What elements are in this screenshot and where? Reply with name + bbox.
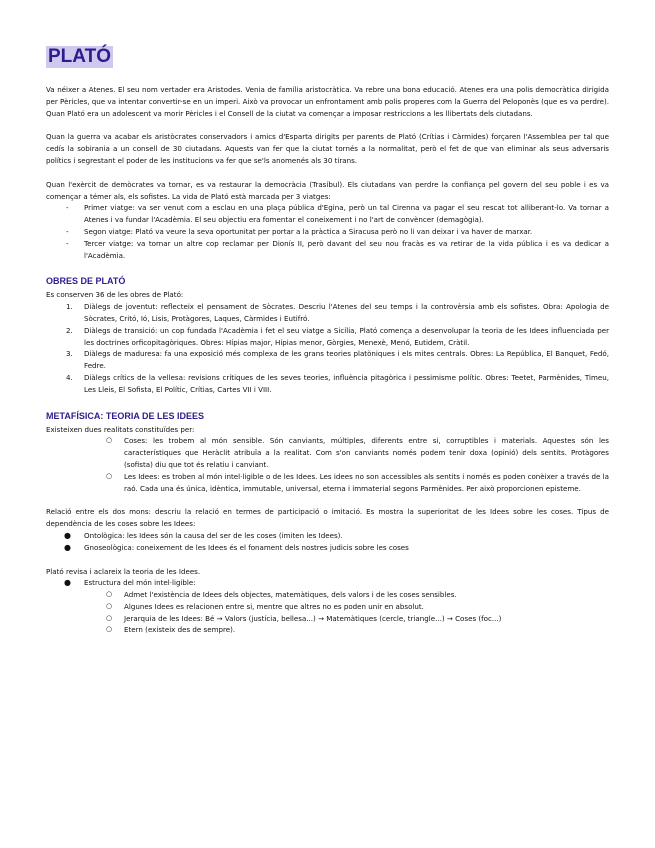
dash-bullet-icon: - xyxy=(66,238,69,248)
dot-bullet-icon: ● xyxy=(64,542,71,552)
dot-bullet-icon: ● xyxy=(64,530,71,540)
list-item: ○ Jerarquia de les Idees: Bé → Valors (justícia, bellesa...) → Matemàtiques (cercle, triangle...) → Coses (foc...) xyxy=(106,613,502,623)
circle-bullet-icon: ○ xyxy=(106,436,113,445)
list-item: ● Ontològica: les Idees són la causa del ser de les coses (imiten les Idees). xyxy=(64,530,343,540)
works-list xyxy=(46,301,609,395)
dash-bullet-icon: - xyxy=(66,226,69,236)
heading-metaphysics: METAFÍSICA: TEORIA DE LES IDEES xyxy=(46,410,205,421)
list-item: ● Gnoseològica: coneixement de les Idees és el fonament dels nostres judicis sobre les coses xyxy=(64,542,409,552)
paragraph-democracy: Quan l'exèrcit de demòcrates va tornar, es va restaurar la democràcia (Trasíbul). Els ciutadans van perdre la confiança pel govern del seu poble i es va començar a témer als, els sofistes. La vida de Plató està marcada per 3 viatges: xyxy=(46,179,609,201)
list-item: ○ Algunes Idees es relacionen entre si, mentre que altres no es poden unir en absolut. xyxy=(106,601,424,611)
dash-bullet-icon: - xyxy=(66,203,69,213)
list-item: 4. Diàlegs crítics de la vellesa: revisions crítiques de les seves teories, influència pitagòrica i pessimisme polític. Obres: Teetet, Parmènides, Timeu, Les Lleis, El Sofista, El Polític, Crítias, Cartes VII i VIII. xyxy=(66,372,609,394)
list-number: 3. xyxy=(66,349,73,359)
structure-sublist xyxy=(46,589,609,636)
list-item: ● Estructura del món intel·ligible: xyxy=(64,578,196,588)
paragraph-biography: Va néixer a Atenes. El seu nom vertader era Aristodes. Venia de família aristocràtica. Va rebre una bona educació. Atenes era una polis democràtica dirigida per Pèricles, que va intentar convertir-se en un imperi. Això va provocar un enfrontament amb polis properes com la Guerra del Peloponès (que es va perdre). Quan Plató era un adolescent va morir Pèricles i el Consell de la ciutat va començar a imposar restriccions a les llibertats dels ciutadans. xyxy=(46,85,609,118)
circle-bullet-icon: ○ xyxy=(106,471,113,480)
circle-bullet-icon: ○ xyxy=(106,590,113,599)
works-intro: Es conserven 36 de les obres de Plató: xyxy=(46,290,184,300)
paragraph-relation: Relació entre els dos mons: descriu la relació en termes de participació o imitació. Es mostra la superioritat de les Idees sobre les coses. Tipus de dependència de les coses sobre les Idees: xyxy=(46,507,609,529)
metaphysics-intro: Existeixen dues realitats constituïdes per: xyxy=(46,424,195,434)
list-item: 2. Diàlegs de transició: un cop fundada l'Acadèmia i fet el seu viatge a Sicília, Plató comença a desenvolupar la teoria de les Idees influenciada per les doctrines orficopitagòriques. Obres: Hípias major, Hípias menor, Gòrgies, Menexè, Menó, Eutidem, Cràtil. xyxy=(66,325,609,347)
travels-list xyxy=(46,202,609,261)
circle-bullet-icon: ○ xyxy=(106,601,113,610)
list-item: ○ Admet l'existència de Idees dels objectes, matemàtiques, dels valors i de les coses sensibles. xyxy=(106,590,457,600)
list-item: ○ Coses: les trobem al món sensible. Són canviants, múltiples, diferents entre si, corruptibles i materials. Aquestes són les característiques que Heràclit atribuïa a la realitat. Com s'on canviants només podem tenir doxa (opinió) dels sentits. Protàgores (sofista) diu que tot és relatiu i canviant. xyxy=(106,436,609,469)
list-item: ○ Les Idees: es troben al món intel·ligible o de les Idees. Les idees no son accessibles als sentits i només es poden conèixer a través de la raó. Cada una és única, idèntica, immutable, universal, eterna i immaterial segons Parmènides. Per això proporcionen episteme. xyxy=(106,471,609,493)
paragraph-revision: Plató revisa i aclareix la teoria de les Idees. xyxy=(46,566,201,576)
dot-bullet-icon: ● xyxy=(64,578,71,588)
dependency-list xyxy=(46,530,609,554)
list-item: 3. Diàlegs de maduresa: fa una exposició més complexa de les grans teories platòniques i els mites centrals. Obres: La República, El Banquet, Fedó, Fedre. xyxy=(66,349,609,371)
paragraph-war: Quan la guerra va acabar els aristòcrates conservadors i amics d'Esparta dirigits per parents de Plató (Crítias i Càrmides) forçaren l'Assemblea per tal que cedís la sobirania a un consell de 30 ciutadans. Aquests van fer que la ciutat tornés a la normalitat, però el fet de que van eliminar als seus adversaris polítics i segrestant el poder de les institucions va fer que se'ls anomenés als 30 tirans. xyxy=(46,132,609,165)
list-item: - Primer viatge: va ser venut com a esclau en una plaça pública d'Egina, però un tal Cirenna va pagar el seu rescat tot alliberant-lo. Va tornar a Atenes i va fundar l'Acadèmia. El seu objectiu era fomentar el coneixement i no l'art de convèncer (demagògia). xyxy=(66,203,609,225)
page-title: PLATÓ xyxy=(48,46,111,67)
realities-list xyxy=(46,435,609,494)
list-item: - Tercer viatge: va tornar un altre cop reclamar per Dionís II, però davant del seu nou fracàs es va retirar de la vida pública i es va dedicar a l'Acadèmia. xyxy=(66,238,609,260)
list-item: ○ Etern (existeix des de sempre). xyxy=(106,625,236,635)
list-item: 1. Diàlegs de joventut: reflecteix el pensament de Sòcrates. Descriu l'Atenes del seu temps i la controvèrsia amb els sofistes. Obra: Apologia de Sòcrates, Critó, Ió, Lisis, Protàgores, Laques, Càrmides i Eutifró. xyxy=(66,302,609,323)
list-number: 1. xyxy=(66,302,73,312)
list-number: 2. xyxy=(66,325,73,335)
circle-bullet-icon: ○ xyxy=(106,625,113,634)
heading-works: OBRES DE PLATÓ xyxy=(46,276,126,287)
list-item: - Segon viatge: Plató va veure la seva oportunitat per portar a la pràctica a Siracusa però no li van deixar i va haver de marxar. xyxy=(66,226,533,236)
structure-list xyxy=(46,577,609,589)
list-number: 4. xyxy=(66,372,73,382)
circle-bullet-icon: ○ xyxy=(106,613,113,622)
